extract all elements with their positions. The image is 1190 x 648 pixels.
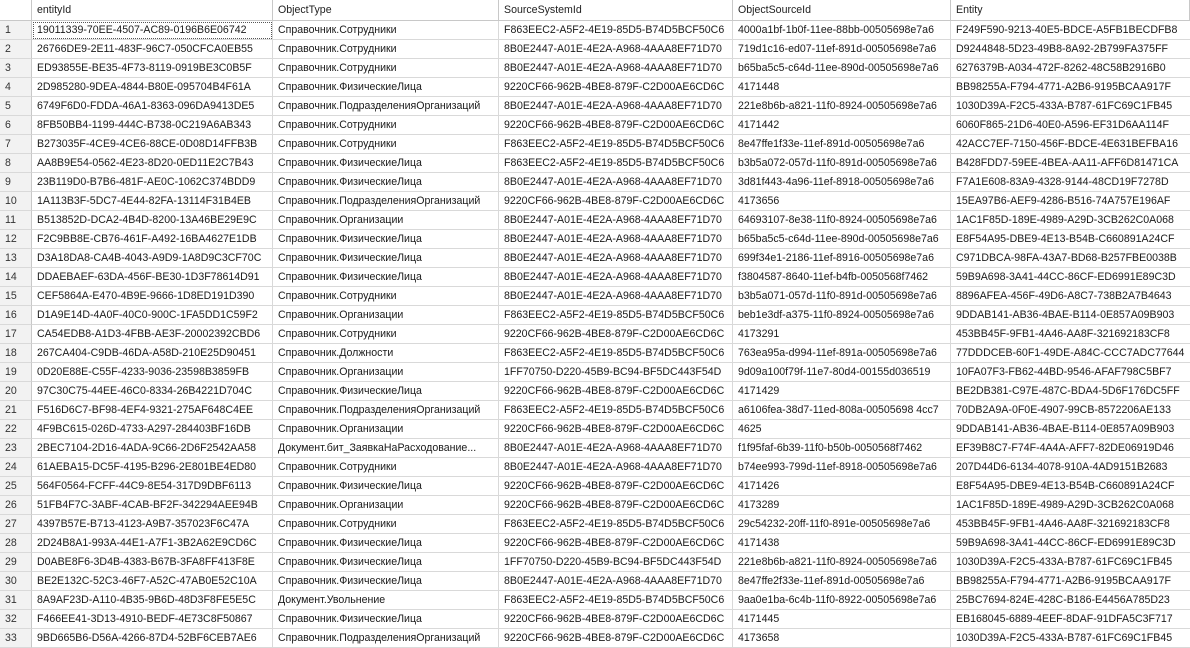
- cell-entityid[interactable]: AA8B9E54-0562-4E23-8D20-0ED11E2C7B43: [32, 154, 273, 173]
- table-row[interactable]: [0, 287, 1190, 306]
- row-number[interactable]: 6: [0, 116, 32, 135]
- cell-entityid[interactable]: 1A113B3F-5DC7-4E44-82FA-13114F31B4EB: [32, 192, 273, 211]
- row-number[interactable]: 33: [0, 629, 32, 648]
- row-number[interactable]: 28: [0, 534, 32, 553]
- table-row[interactable]: [0, 192, 1190, 211]
- cell-objectsourceid[interactable]: 4173289: [733, 496, 951, 515]
- cell-entityid[interactable]: 97C30C75-44EE-46C0-8334-26B4221D704C: [32, 382, 273, 401]
- table-row[interactable]: [0, 230, 1190, 249]
- row-number[interactable]: 17: [0, 325, 32, 344]
- cell-objecttype[interactable]: Справочник.ФизическиеЛица: [273, 78, 499, 97]
- column-header-sourcesystemid[interactable]: SourceSystemId: [499, 0, 733, 21]
- row-number[interactable]: 23: [0, 439, 32, 458]
- table-row[interactable]: [0, 553, 1190, 572]
- table-row[interactable]: [0, 249, 1190, 268]
- cell-sourcesystemid[interactable]: 8B0E2447-A01E-4E2A-A968-4AAA8EF71D70: [499, 439, 733, 458]
- cell-objectsourceid[interactable]: 4625: [733, 420, 951, 439]
- cell-entity[interactable]: 9DDAB141-AB36-4BAE-B114-0E857A09B903: [951, 306, 1190, 325]
- cell-objecttype[interactable]: Справочник.ФизическиеЛица: [273, 173, 499, 192]
- cell-entity[interactable]: 59B9A698-3A41-44CC-86CF-ED6991E89C3D: [951, 534, 1190, 553]
- table-row[interactable]: [0, 21, 1190, 40]
- cell-sourcesystemid[interactable]: F863EEC2-A5F2-4E19-85D5-B74D5BCF50C6: [499, 344, 733, 363]
- row-number[interactable]: 32: [0, 610, 32, 629]
- table-row[interactable]: [0, 135, 1190, 154]
- cell-entity[interactable]: 6276379B-A034-472F-8262-48C58B2916B0: [951, 59, 1190, 78]
- cell-sourcesystemid[interactable]: 1FF70750-D220-45B9-BC94-BF5DC443F54D: [499, 363, 733, 382]
- cell-sourcesystemid[interactable]: 8B0E2447-A01E-4E2A-A968-4AAA8EF71D70: [499, 59, 733, 78]
- cell-sourcesystemid[interactable]: F863EEC2-A5F2-4E19-85D5-B74D5BCF50C6: [499, 401, 733, 420]
- row-number[interactable]: 29: [0, 553, 32, 572]
- cell-entity[interactable]: 453BB45F-9FB1-4A46-AA8F-321692183CF8: [951, 515, 1190, 534]
- cell-sourcesystemid[interactable]: 9220CF66-962B-4BE8-879F-C2D00AE6CD6C: [499, 192, 733, 211]
- cell-entity[interactable]: E8F54A95-DBE9-4E13-B54B-C660891A24CF: [951, 230, 1190, 249]
- row-number-header[interactable]: [0, 0, 32, 21]
- cell-entity[interactable]: 59B9A698-3A41-44CC-86CF-ED6991E89C3D: [951, 268, 1190, 287]
- cell-entity[interactable]: E8F54A95-DBE9-4E13-B54B-C660891A24CF: [951, 477, 1190, 496]
- cell-objecttype[interactable]: Справочник.ФизическиеЛица: [273, 382, 499, 401]
- cell-objectsourceid[interactable]: 4173658: [733, 629, 951, 648]
- cell-entityid[interactable]: 19011339-70EE-4507-AC89-0196B6E06742: [32, 21, 273, 40]
- row-number[interactable]: 27: [0, 515, 32, 534]
- cell-entity[interactable]: 15EA97B6-AEF9-4286-B516-74A757E196AF: [951, 192, 1190, 211]
- cell-objecttype[interactable]: Справочник.Организации: [273, 496, 499, 515]
- cell-objectsourceid[interactable]: 8e47ffe2f33e-11ef-891d-00505698e7a6: [733, 572, 951, 591]
- table-row[interactable]: [0, 363, 1190, 382]
- cell-entityid[interactable]: 9BD665B6-D56A-4266-87D4-52BF6CEB7AE6: [32, 629, 273, 648]
- cell-entity[interactable]: 453BB45F-9FB1-4A46-AA8F-321692183CF8: [951, 325, 1190, 344]
- cell-objecttype[interactable]: Справочник.ФизическиеЛица: [273, 230, 499, 249]
- table-row[interactable]: [0, 97, 1190, 116]
- row-number[interactable]: 12: [0, 230, 32, 249]
- cell-entityid[interactable]: 4397B57E-B713-4123-A9B7-357023F6C47A: [32, 515, 273, 534]
- cell-entity[interactable]: 6060F865-21D6-40E0-A596-EF31D6AA114F: [951, 116, 1190, 135]
- row-number[interactable]: 11: [0, 211, 32, 230]
- cell-objecttype[interactable]: Справочник.ФизическиеЛица: [273, 268, 499, 287]
- cell-entityid[interactable]: 4F9BC615-026D-4733-A297-284403BF16DB: [32, 420, 273, 439]
- table-row[interactable]: [0, 401, 1190, 420]
- cell-objectsourceid[interactable]: 64693107-8e38-11f0-8924-00505698e7a6: [733, 211, 951, 230]
- cell-entity[interactable]: BB98255A-F794-4771-A2B6-9195BCAA917F: [951, 78, 1190, 97]
- cell-objecttype[interactable]: Справочник.Сотрудники: [273, 515, 499, 534]
- cell-objecttype[interactable]: Справочник.Сотрудники: [273, 40, 499, 59]
- cell-objecttype[interactable]: Справочник.ФизическиеЛица: [273, 477, 499, 496]
- cell-entityid[interactable]: 2BEC7104-2D16-4ADA-9C66-2D6F2542AA58: [32, 439, 273, 458]
- cell-entityid[interactable]: D3A18DA8-CA4B-4043-A9D9-1A8D9C3CF70C: [32, 249, 273, 268]
- cell-objecttype[interactable]: Справочник.ФизическиеЛица: [273, 572, 499, 591]
- cell-entity[interactable]: C971DBCA-98FA-43A7-BD68-B257FBE0038B: [951, 249, 1190, 268]
- cell-objecttype[interactable]: Справочник.ФизическиеЛица: [273, 249, 499, 268]
- cell-objecttype[interactable]: Справочник.ПодразделенияОрганизаций: [273, 401, 499, 420]
- cell-sourcesystemid[interactable]: 8B0E2447-A01E-4E2A-A968-4AAA8EF71D70: [499, 287, 733, 306]
- cell-entity[interactable]: 10FA07F3-FB62-44BD-9546-AFAF798C5BF7: [951, 363, 1190, 382]
- cell-entityid[interactable]: CA54EDB8-A1D3-4FBB-AE3F-20002392CBD6: [32, 325, 273, 344]
- cell-objecttype[interactable]: Справочник.Сотрудники: [273, 135, 499, 154]
- cell-objecttype[interactable]: Справочник.Сотрудники: [273, 116, 499, 135]
- cell-entityid[interactable]: F466EE41-3D13-4910-BEDF-4E73C8F50867: [32, 610, 273, 629]
- cell-entityid[interactable]: 51FB4F7C-3ABF-4CAB-BF2F-342294AEE94B: [32, 496, 273, 515]
- cell-entityid[interactable]: 6749F6D0-FDDA-46A1-8363-096DA9413DE5: [32, 97, 273, 116]
- cell-sourcesystemid[interactable]: 9220CF66-962B-4BE8-879F-C2D00AE6CD6C: [499, 116, 733, 135]
- row-number[interactable]: 30: [0, 572, 32, 591]
- cell-objecttype[interactable]: Справочник.Сотрудники: [273, 21, 499, 40]
- table-row[interactable]: [0, 534, 1190, 553]
- cell-sourcesystemid[interactable]: 8B0E2447-A01E-4E2A-A968-4AAA8EF71D70: [499, 97, 733, 116]
- cell-entityid[interactable]: 267CA404-C9DB-46DA-A58D-210E25D90451: [32, 344, 273, 363]
- cell-objecttype[interactable]: Справочник.ФизическиеЛица: [273, 534, 499, 553]
- cell-sourcesystemid[interactable]: F863EEC2-A5F2-4E19-85D5-B74D5BCF50C6: [499, 306, 733, 325]
- cell-entityid[interactable]: D1A9E14D-4A0F-40C0-900C-1FA5DD1C59F2: [32, 306, 273, 325]
- cell-objectsourceid[interactable]: b3b5a072-057d-11f0-891d-00505698e7a6: [733, 154, 951, 173]
- cell-entityid[interactable]: 0D20E88E-C55F-4233-9036-23598B3859FB: [32, 363, 273, 382]
- table-row[interactable]: [0, 439, 1190, 458]
- cell-objectsourceid[interactable]: 3d81f443-4a96-11ef-8918-00505698e7a6: [733, 173, 951, 192]
- cell-entityid[interactable]: ED93855E-BE35-4F73-8119-0919BE3C0B5F: [32, 59, 273, 78]
- column-header-objectsourceid[interactable]: ObjectSourceId: [733, 0, 951, 21]
- cell-objectsourceid[interactable]: 4173291: [733, 325, 951, 344]
- row-number[interactable]: 14: [0, 268, 32, 287]
- cell-sourcesystemid[interactable]: 9220CF66-962B-4BE8-879F-C2D00AE6CD6C: [499, 382, 733, 401]
- cell-entityid[interactable]: 26766DE9-2E11-483F-96C7-050CFCA0EB55: [32, 40, 273, 59]
- cell-entityid[interactable]: D0ABE8F6-3D4B-4383-B67B-3FA8FF413F8E: [32, 553, 273, 572]
- table-row[interactable]: [0, 268, 1190, 287]
- cell-entityid[interactable]: 2D985280-9DEA-4844-B80E-095704B4F61A: [32, 78, 273, 97]
- table-row[interactable]: [0, 591, 1190, 610]
- cell-objecttype[interactable]: Справочник.ФизическиеЛица: [273, 610, 499, 629]
- cell-sourcesystemid[interactable]: 8B0E2447-A01E-4E2A-A968-4AAA8EF71D70: [499, 173, 733, 192]
- table-row[interactable]: [0, 420, 1190, 439]
- cell-objectsourceid[interactable]: 699f34e1-2186-11ef-8916-00505698e7a6: [733, 249, 951, 268]
- cell-sourcesystemid[interactable]: 9220CF66-962B-4BE8-879F-C2D00AE6CD6C: [499, 610, 733, 629]
- row-number[interactable]: 18: [0, 344, 32, 363]
- cell-objecttype[interactable]: Справочник.Должности: [273, 344, 499, 363]
- cell-entity[interactable]: 70DB2A9A-0F0E-4907-99CB-8572206AE133: [951, 401, 1190, 420]
- cell-objectsourceid[interactable]: 4173656: [733, 192, 951, 211]
- cell-sourcesystemid[interactable]: F863EEC2-A5F2-4E19-85D5-B74D5BCF50C6: [499, 21, 733, 40]
- cell-objectsourceid[interactable]: 4171426: [733, 477, 951, 496]
- cell-objecttype[interactable]: Справочник.ФизическиеЛица: [273, 154, 499, 173]
- cell-objectsourceid[interactable]: f3804587-8640-11ef-b4fb-0050568f7462: [733, 268, 951, 287]
- grid-header-row: [0, 0, 1190, 21]
- cell-sourcesystemid[interactable]: 9220CF66-962B-4BE8-879F-C2D00AE6CD6C: [499, 534, 733, 553]
- cell-objectsourceid[interactable]: a6106fea-38d7-11ed-808a-00505698 4cc7: [733, 401, 951, 420]
- table-row[interactable]: [0, 477, 1190, 496]
- cell-objectsourceid[interactable]: 8e47ffe1f33e-11ef-891d-00505698e7a6: [733, 135, 951, 154]
- cell-entity[interactable]: D9244848-5D23-49B8-8A92-2B799FA375FF: [951, 40, 1190, 59]
- cell-sourcesystemid[interactable]: 9220CF66-962B-4BE8-879F-C2D00AE6CD6C: [499, 325, 733, 344]
- table-row[interactable]: [0, 458, 1190, 477]
- cell-objectsourceid[interactable]: b74ee993-799d-11ef-8918-00505698e7a6: [733, 458, 951, 477]
- cell-sourcesystemid[interactable]: 8B0E2447-A01E-4E2A-A968-4AAA8EF71D70: [499, 572, 733, 591]
- table-row[interactable]: [0, 515, 1190, 534]
- cell-entityid[interactable]: 2D24B8A1-993A-44E1-A7F1-3B2A62E9CD6C: [32, 534, 273, 553]
- row-number[interactable]: 9: [0, 173, 32, 192]
- row-number[interactable]: 8: [0, 154, 32, 173]
- row-number[interactable]: 4: [0, 78, 32, 97]
- cell-sourcesystemid[interactable]: 8B0E2447-A01E-4E2A-A968-4AAA8EF71D70: [499, 211, 733, 230]
- cell-entity[interactable]: EF39B8C7-F74F-4A4A-AFF7-82DE06919D46: [951, 439, 1190, 458]
- cell-objectsourceid[interactable]: f1f95faf-6b39-11f0-b50b-0050568f7462: [733, 439, 951, 458]
- cell-entity[interactable]: 1030D39A-F2C5-433A-B787-61FC69C1FB45: [951, 97, 1190, 116]
- cell-entityid[interactable]: DDAEBAEF-63DA-456F-BE30-1D3F78614D91: [32, 268, 273, 287]
- table-row[interactable]: [0, 629, 1190, 648]
- cell-objectsourceid[interactable]: 221e8b6b-a821-11f0-8924-00505698e7a6: [733, 553, 951, 572]
- table-row[interactable]: [0, 325, 1190, 344]
- cell-entity[interactable]: 1030D39A-F2C5-433A-B787-61FC69C1FB45: [951, 553, 1190, 572]
- cell-entityid[interactable]: 61AEBA15-DC5F-4195-B296-2E801BE4ED80: [32, 458, 273, 477]
- table-row[interactable]: [0, 154, 1190, 173]
- cell-sourcesystemid[interactable]: F863EEC2-A5F2-4E19-85D5-B74D5BCF50C6: [499, 591, 733, 610]
- cell-objectsourceid[interactable]: 9d09a100f79f-11e7-80d4-00155d036519: [733, 363, 951, 382]
- row-number[interactable]: 25: [0, 477, 32, 496]
- cell-entity[interactable]: F249F590-9213-40E5-BDCE-A5FB1BECDFB8: [951, 21, 1190, 40]
- row-number[interactable]: 3: [0, 59, 32, 78]
- table-row[interactable]: [0, 40, 1190, 59]
- cell-objecttype[interactable]: Справочник.Сотрудники: [273, 59, 499, 78]
- cell-objectsourceid[interactable]: 9aa0e1ba-6c4b-11f0-8922-00505698e7a6: [733, 591, 951, 610]
- cell-objectsourceid[interactable]: b65ba5c5-c64d-11ee-890d-00505698e7a6: [733, 230, 951, 249]
- cell-objectsourceid[interactable]: 29c54232-20ff-11f0-891e-00505698e7a6: [733, 515, 951, 534]
- cell-objectsourceid[interactable]: 4000a1bf-1b0f-11ee-88bb-00505698e7a6: [733, 21, 951, 40]
- cell-objecttype[interactable]: Справочник.ПодразделенияОрганизаций: [273, 629, 499, 648]
- cell-entity[interactable]: B428FDD7-59EE-4BEA-AA11-AFF6D81471CA: [951, 154, 1190, 173]
- table-row[interactable]: [0, 344, 1190, 363]
- table-row[interactable]: [0, 610, 1190, 629]
- cell-entity[interactable]: 207D44D6-6134-4078-910A-4AD9151B2683: [951, 458, 1190, 477]
- cell-objecttype[interactable]: Справочник.Организации: [273, 306, 499, 325]
- row-number[interactable]: 15: [0, 287, 32, 306]
- row-number[interactable]: 24: [0, 458, 32, 477]
- cell-entityid[interactable]: F2C9BB8E-CB76-461F-A492-16BA4627E1DB: [32, 230, 273, 249]
- cell-objectsourceid[interactable]: 4171438: [733, 534, 951, 553]
- cell-objectsourceid[interactable]: beb1e3df-a375-11f0-8924-00505698e7a6: [733, 306, 951, 325]
- cell-sourcesystemid[interactable]: F863EEC2-A5F2-4E19-85D5-B74D5BCF50C6: [499, 135, 733, 154]
- cell-objecttype[interactable]: Справочник.ПодразделенияОрганизаций: [273, 97, 499, 116]
- cell-entityid[interactable]: 564F0564-FCFF-44C9-8E54-317D9DBF6113: [32, 477, 273, 496]
- cell-entity[interactable]: EB168045-6889-4EEF-8DAF-91DFA5C3F717: [951, 610, 1190, 629]
- row-number[interactable]: 5: [0, 97, 32, 116]
- table-row[interactable]: [0, 211, 1190, 230]
- column-header-entityid[interactable]: entityId: [32, 0, 273, 21]
- cell-entity[interactable]: 8896AFEA-456F-49D6-A8C7-738B2A7B4643: [951, 287, 1190, 306]
- grid-body: [0, 21, 1190, 648]
- cell-sourcesystemid[interactable]: 9220CF66-962B-4BE8-879F-C2D00AE6CD6C: [499, 420, 733, 439]
- row-number[interactable]: 21: [0, 401, 32, 420]
- cell-entity[interactable]: 1AC1F85D-189E-4989-A29D-3CB262C0A068: [951, 496, 1190, 515]
- column-header-objecttype[interactable]: ObjectType: [273, 0, 499, 21]
- cell-entity[interactable]: 1AC1F85D-189E-4989-A29D-3CB262C0A068: [951, 211, 1190, 230]
- row-number[interactable]: 16: [0, 306, 32, 325]
- cell-sourcesystemid[interactable]: 9220CF66-962B-4BE8-879F-C2D00AE6CD6C: [499, 496, 733, 515]
- row-number[interactable]: 1: [0, 21, 32, 40]
- cell-entity[interactable]: 42ACC7EF-7150-456F-BDCE-4E631BEFBA16: [951, 135, 1190, 154]
- cell-entity[interactable]: 77DDDCEB-60F1-49DE-A84C-CCC7ADC77644: [951, 344, 1190, 363]
- cell-sourcesystemid[interactable]: 8B0E2447-A01E-4E2A-A968-4AAA8EF71D70: [499, 40, 733, 59]
- cell-entityid[interactable]: 8A9AF23D-A110-4B35-9B6D-48D3F8FE5E5C: [32, 591, 273, 610]
- cell-entityid[interactable]: 23B119D0-B7B6-481F-AE0C-1062C374BDD9: [32, 173, 273, 192]
- column-header-entity[interactable]: Entity: [951, 0, 1190, 21]
- cell-objecttype[interactable]: Справочник.Организации: [273, 211, 499, 230]
- cell-objecttype[interactable]: Справочник.Сотрудники: [273, 287, 499, 306]
- cell-objectsourceid[interactable]: 4171442: [733, 116, 951, 135]
- cell-sourcesystemid[interactable]: 9220CF66-962B-4BE8-879F-C2D00AE6CD6C: [499, 629, 733, 648]
- cell-entity[interactable]: 25BC7694-824E-428C-B186-E4456A785D23: [951, 591, 1190, 610]
- table-row[interactable]: [0, 59, 1190, 78]
- row-number[interactable]: 22: [0, 420, 32, 439]
- row-number[interactable]: 2: [0, 40, 32, 59]
- row-number[interactable]: 13: [0, 249, 32, 268]
- cell-sourcesystemid[interactable]: 8B0E2447-A01E-4E2A-A968-4AAA8EF71D70: [499, 458, 733, 477]
- cell-entity[interactable]: BE2DB381-C97E-487C-BDA4-5D6F176DC5FF: [951, 382, 1190, 401]
- cell-sourcesystemid[interactable]: 9220CF66-962B-4BE8-879F-C2D00AE6CD6C: [499, 477, 733, 496]
- cell-objecttype[interactable]: Справочник.Организации: [273, 420, 499, 439]
- cell-sourcesystemid[interactable]: 1FF70750-D220-45B9-BC94-BF5DC443F54D: [499, 553, 733, 572]
- row-number[interactable]: 7: [0, 135, 32, 154]
- cell-objecttype[interactable]: Справочник.ФизическиеЛица: [273, 553, 499, 572]
- cell-objectsourceid[interactable]: 4171445: [733, 610, 951, 629]
- cell-entity[interactable]: BB98255A-F794-4771-A2B6-9195BCAA917F: [951, 572, 1190, 591]
- cell-sourcesystemid[interactable]: 8B0E2447-A01E-4E2A-A968-4AAA8EF71D70: [499, 268, 733, 287]
- row-number[interactable]: 19: [0, 363, 32, 382]
- table-row[interactable]: [0, 496, 1190, 515]
- cell-entity[interactable]: F7A1E608-83A9-4328-9144-48CD19F7278D: [951, 173, 1190, 192]
- cell-entityid[interactable]: BE2E132C-52C3-46F7-A52C-47AB0E52C10A: [32, 572, 273, 591]
- cell-objecttype[interactable]: Справочник.Сотрудники: [273, 458, 499, 477]
- cell-objecttype[interactable]: Справочник.Сотрудники: [273, 325, 499, 344]
- table-row[interactable]: [0, 306, 1190, 325]
- cell-objectsourceid[interactable]: 763ea95a-d994-11ef-891a-00505698e7a6: [733, 344, 951, 363]
- row-number[interactable]: 10: [0, 192, 32, 211]
- cell-entityid[interactable]: F516D6C7-BF98-4EF4-9321-275AF648C4EE: [32, 401, 273, 420]
- cell-objecttype[interactable]: Документ.бит_ЗаявкаНаРасходование...: [273, 439, 499, 458]
- table-row[interactable]: [0, 78, 1190, 97]
- cell-objectsourceid[interactable]: 4171429: [733, 382, 951, 401]
- table-row[interactable]: [0, 173, 1190, 192]
- cell-sourcesystemid[interactable]: 9220CF66-962B-4BE8-879F-C2D00AE6CD6C: [499, 78, 733, 97]
- cell-objecttype[interactable]: Справочник.ПодразделенияОрганизаций: [273, 192, 499, 211]
- row-number[interactable]: 31: [0, 591, 32, 610]
- cell-entityid[interactable]: CEF5864A-E470-4B9E-9666-1D8ED191D390: [32, 287, 273, 306]
- cell-entityid[interactable]: B513852D-DCA2-4B4D-8200-13A46BE29E9C: [32, 211, 273, 230]
- cell-sourcesystemid[interactable]: 8B0E2447-A01E-4E2A-A968-4AAA8EF71D70: [499, 249, 733, 268]
- cell-sourcesystemid[interactable]: F863EEC2-A5F2-4E19-85D5-B74D5BCF50C6: [499, 154, 733, 173]
- cell-sourcesystemid[interactable]: 8B0E2447-A01E-4E2A-A968-4AAA8EF71D70: [499, 230, 733, 249]
- cell-entityid[interactable]: B273035F-4CE9-4CE6-88CE-0D08D14FFB3B: [32, 135, 273, 154]
- row-number[interactable]: 20: [0, 382, 32, 401]
- cell-entity[interactable]: 9DDAB141-AB36-4BAE-B114-0E857A09B903: [951, 420, 1190, 439]
- cell-sourcesystemid[interactable]: F863EEC2-A5F2-4E19-85D5-B74D5BCF50C6: [499, 515, 733, 534]
- cell-objectsourceid[interactable]: b3b5a071-057d-11f0-891d-00505698e7a6: [733, 287, 951, 306]
- row-number[interactable]: 26: [0, 496, 32, 515]
- table-row[interactable]: [0, 116, 1190, 135]
- cell-objectsourceid[interactable]: 4171448: [733, 78, 951, 97]
- cell-entityid[interactable]: 8FB50BB4-1199-444C-B738-0C219A6AB343: [32, 116, 273, 135]
- cell-objecttype[interactable]: Справочник.Организации: [273, 363, 499, 382]
- cell-entity[interactable]: 1030D39A-F2C5-433A-B787-61FC69C1FB45: [951, 629, 1190, 648]
- table-row[interactable]: [0, 572, 1190, 591]
- table-row[interactable]: [0, 382, 1190, 401]
- cell-objectsourceid[interactable]: b65ba5c5-c64d-11ee-890d-00505698e7a6: [733, 59, 951, 78]
- cell-objecttype[interactable]: Документ.Увольнение: [273, 591, 499, 610]
- cell-objectsourceid[interactable]: 719d1c16-ed07-11ef-891d-00505698e7a6: [733, 40, 951, 59]
- cell-objectsourceid[interactable]: 221e8b6b-a821-11f0-8924-00505698e7a6: [733, 97, 951, 116]
